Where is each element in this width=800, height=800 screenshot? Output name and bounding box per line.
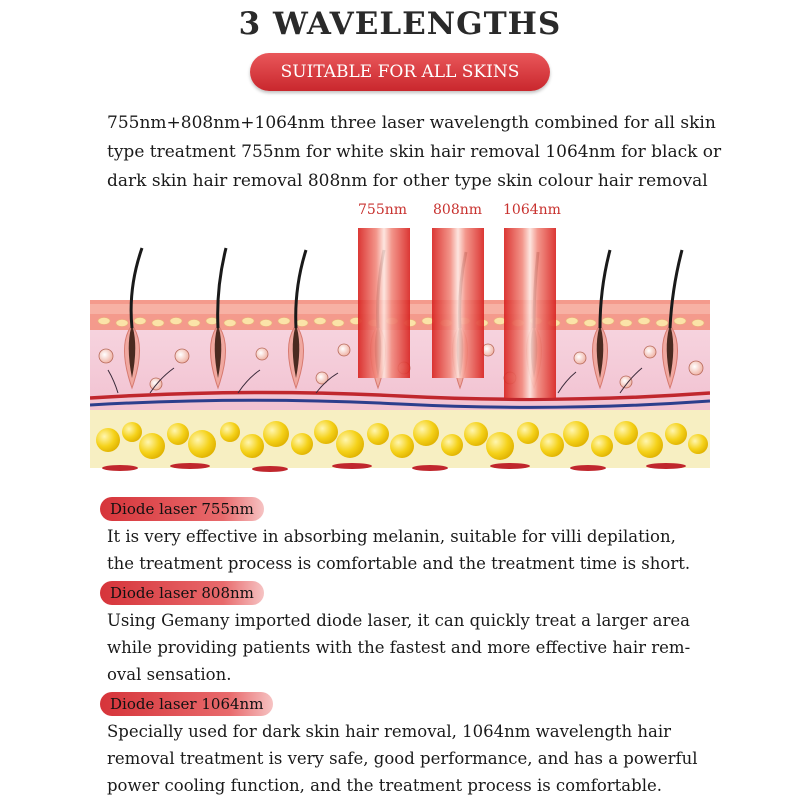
laser-beam-1064 <box>504 228 556 398</box>
section-text-755 <box>107 523 707 577</box>
section-line: while providing patients with the fastest and more effective hair rem- <box>107 638 691 657</box>
skin-cross-section-illustration <box>90 228 710 483</box>
intro-line: dark skin hair removal 808nm for other type skin colour hair removal <box>107 171 708 191</box>
section-label-1064: Diode laser 1064nm <box>100 692 273 716</box>
section-line: removal treatment is very safe, good performance, and has a powerful <box>107 749 698 768</box>
intro-line: type treatment 755nm for white skin hair removal 1064nm for black or <box>107 142 722 162</box>
wavelength-label-808: 808nm <box>433 202 483 218</box>
section-line: the treatment process is comfortable and the treatment time is short. <box>107 554 691 573</box>
section-line: Using Gemany imported diode laser, it can quickly treat a larger area <box>107 611 690 630</box>
section-line: It is very effective in absorbing melanin, suitable for villi depilation, <box>107 527 676 546</box>
section-line: power cooling function, and the treatment process is comfortable. <box>107 776 662 795</box>
skin-suitability-badge: SUITABLE FOR ALL SKINS <box>250 53 550 91</box>
section-text-808 <box>107 607 707 688</box>
wavelength-label-1064: 1064nm <box>503 202 561 218</box>
page-title: 3 WAVELENGTHS <box>238 6 562 42</box>
section-text-1064 <box>107 718 707 799</box>
section-line: Specially used for dark skin hair removal, 1064nm wavelength hair <box>107 722 672 741</box>
intro-line: 755nm+808nm+1064nm three laser wavelength combined for all skin <box>107 113 716 133</box>
laser-beam-808 <box>432 228 484 378</box>
section-label-808: Diode laser 808nm <box>100 581 264 605</box>
laser-beam-755 <box>358 228 410 378</box>
intro-paragraph <box>107 109 722 196</box>
section-line: oval sensation. <box>107 665 232 684</box>
wavelength-label-755: 755nm <box>358 202 408 218</box>
section-label-755: Diode laser 755nm <box>100 497 264 521</box>
